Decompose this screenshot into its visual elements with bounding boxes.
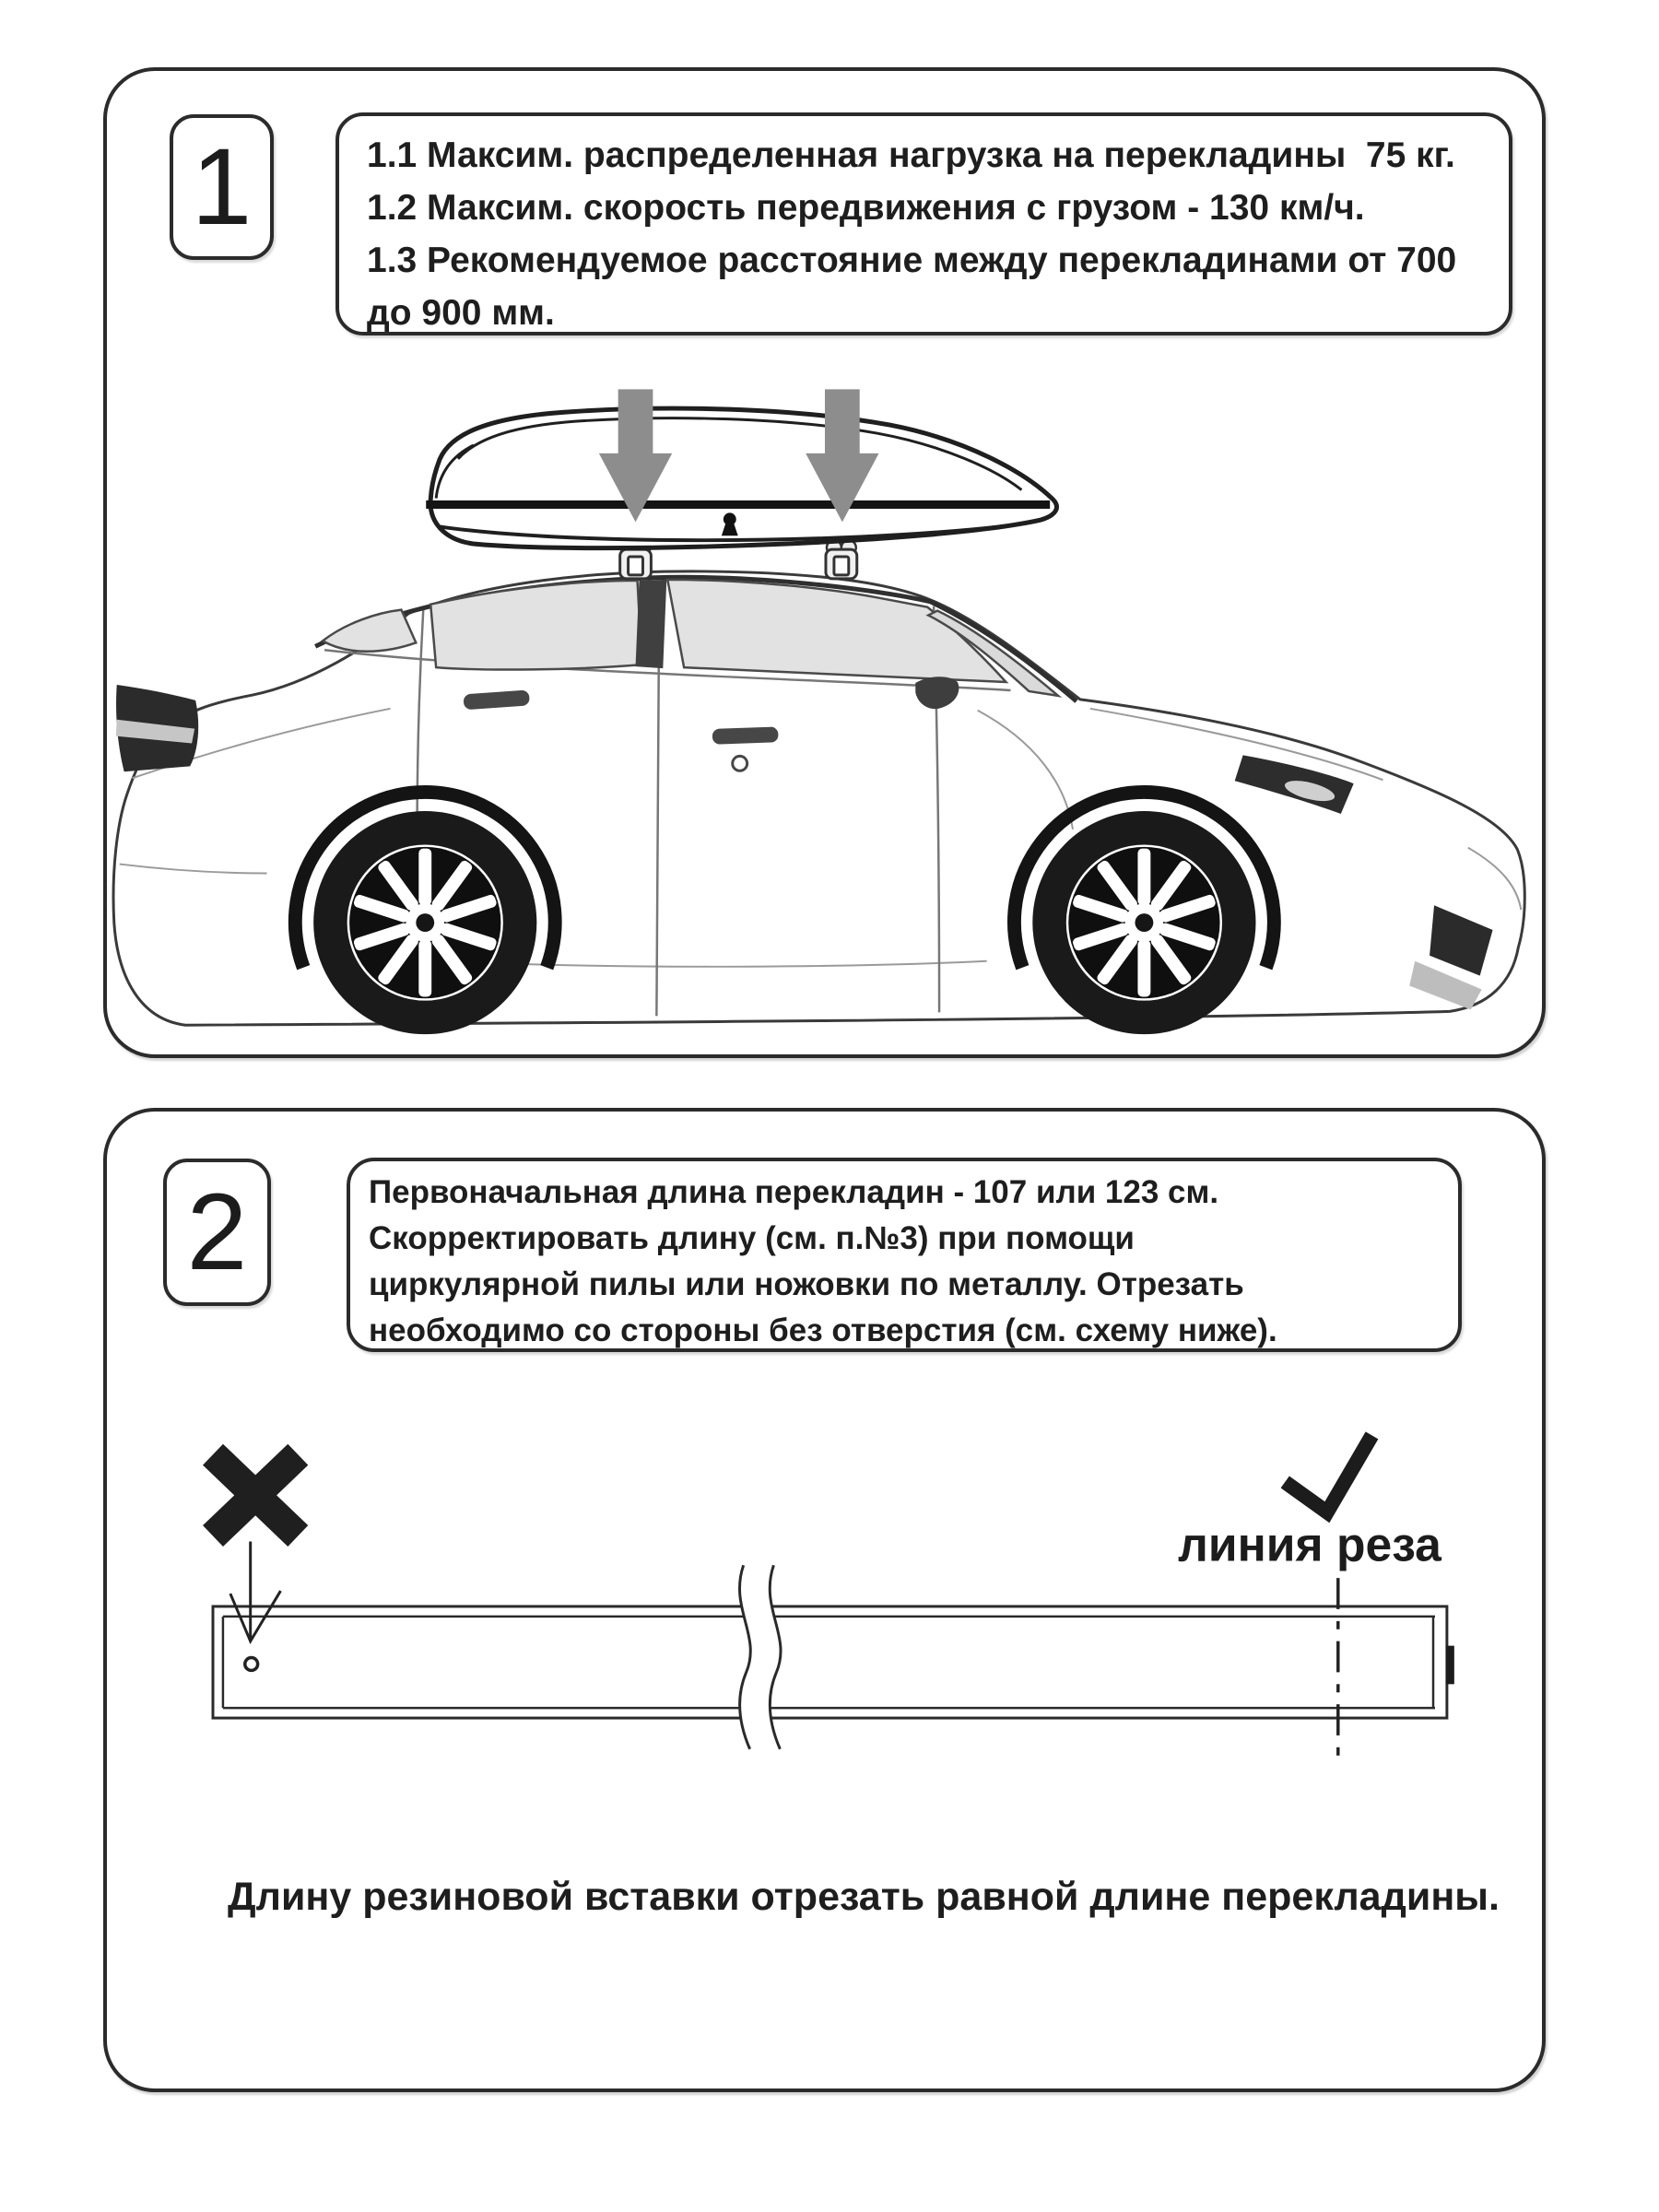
instruction-line: 1.2 Максим. скорость передвижения с грузом - 130 км/ч. [367,188,1365,228]
panel-step-2 [103,1108,1546,2092]
instruction-line: 1.3 Рекомендуемое расстояние между перекладинами от 700 [367,241,1457,280]
instruction-line: Первоначальная длина перекладин - 107 или 123 см. [369,1174,1219,1210]
crossbar-cut-diagram [107,1112,1542,2088]
step-number: 1 [191,126,253,248]
front-wheel [1032,811,1255,1034]
rear-door-window [430,581,641,670]
car-illustration [113,571,1524,1034]
car-roofbox-illustration [107,71,1542,1054]
step-number: 2 [186,1171,248,1293]
crossbar-end-plug [1446,1646,1454,1685]
instruction-line: Скорректировать длину (см. п.№3) при помощи [369,1220,1135,1256]
b-pillar [636,580,667,668]
x-icon [213,1454,298,1535]
instruction-line: циркулярной пилы или ножовки по металлу. Отрезать [369,1266,1244,1302]
panel-step-1 [103,67,1546,1058]
roof-box [426,408,1056,579]
instruction-line: необходимо со стороны без отверстия (см. схему ниже). [369,1312,1277,1348]
crossbar-bracket-right [826,540,857,579]
instruction-line: до 900 мм. [367,293,555,333]
bar-hole [245,1658,258,1671]
rear-quarter-window [323,610,416,652]
instruction-line: 1.1 Максим. распределенная нагрузка на перекладины 75 кг. [367,135,1455,175]
rear-wheel [313,811,536,1034]
cut-line-label: линия реза [1178,1517,1441,1571]
front-door-handle [712,726,779,744]
check-icon [1285,1435,1371,1512]
rubber-insert-note: Длину резиновой вставки отрезать равной длине перекладины. [228,1875,1500,1919]
crossbar [213,1606,1454,1718]
